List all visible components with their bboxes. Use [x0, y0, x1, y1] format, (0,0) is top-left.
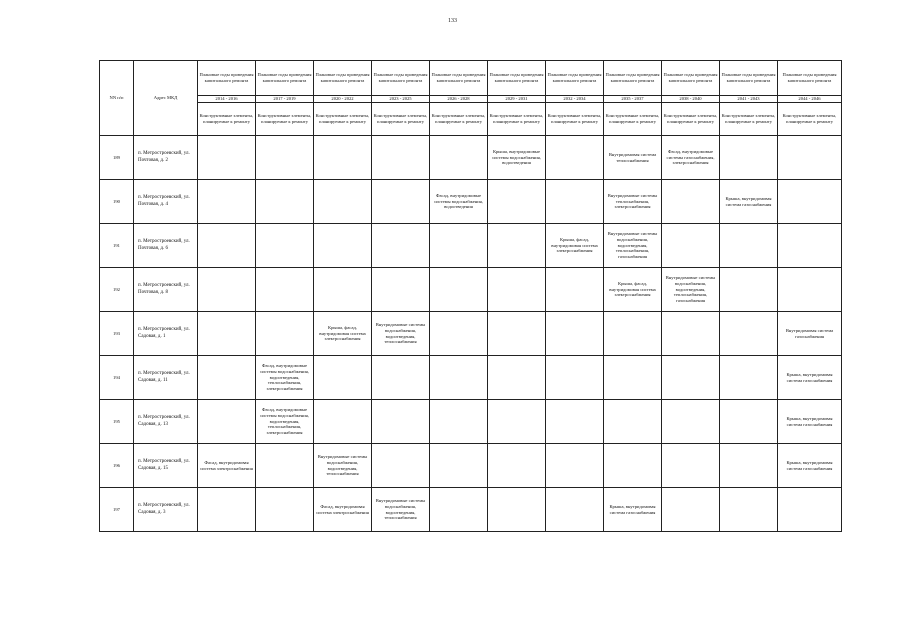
period-title: Плановые годы проведения капитального ремонта [256, 61, 314, 96]
period-title: Плановые годы проведения капитального ремонта [314, 61, 372, 96]
repair-elements-cell [430, 488, 488, 532]
repair-elements-cell [778, 136, 842, 180]
repair-elements-cell [430, 312, 488, 356]
repair-elements-cell [488, 356, 546, 400]
repair-elements-cell [546, 444, 604, 488]
period-title: Плановые годы проведения капитального ремонта [720, 61, 778, 96]
repair-elements-cell [314, 356, 372, 400]
repair-elements-cell [488, 180, 546, 224]
repair-schedule-table [99, 60, 842, 532]
period-years: 2032 - 2034 [546, 96, 604, 103]
repair-elements-cell [662, 400, 720, 444]
repair-elements-cell [488, 488, 546, 532]
table-row [100, 224, 842, 268]
repair-elements-cell [314, 400, 372, 444]
repair-elements-cell [198, 268, 256, 312]
period-years: 2014 - 2016 [198, 96, 256, 103]
repair-elements-cell [546, 268, 604, 312]
repair-elements-cell [488, 400, 546, 444]
table-row [100, 180, 842, 224]
period-years: 2044 - 2046 [778, 96, 842, 103]
repair-elements-cell [430, 136, 488, 180]
header-years-row [100, 96, 842, 103]
row-number: 191 [100, 224, 134, 268]
repair-elements-cell [314, 224, 372, 268]
period-years: 2035 - 2037 [604, 96, 662, 103]
table-row [100, 356, 842, 400]
repair-elements-cell [604, 400, 662, 444]
period-title: Плановые годы проведения капитального ремонта [198, 61, 256, 96]
repair-elements-cell [256, 312, 314, 356]
repair-elements-cell: Крыша, фасад, внутридомовая система электроснабжения [314, 312, 372, 356]
repair-elements-cell: Внутридомовая система газоснабжения [778, 312, 842, 356]
repair-elements-cell [662, 312, 720, 356]
repair-elements-cell [488, 444, 546, 488]
repair-elements-cell [662, 224, 720, 268]
row-number: 196 [100, 444, 134, 488]
repair-elements-cell [720, 224, 778, 268]
period-years: 2023 - 2025 [372, 96, 430, 103]
period-title: Плановые годы проведения капитального ремонта [604, 61, 662, 96]
elements-header: Конструктивные элементы, планируемые к ремонту [546, 103, 604, 136]
row-address: п. Метростроевский, ул. Садовая, д. 13 [134, 400, 198, 444]
repair-elements-cell [430, 400, 488, 444]
repair-elements-cell: Крыша, внутридомовые системы водоснабжения, водоотведения [488, 136, 546, 180]
period-years: 2017 - 2019 [256, 96, 314, 103]
row-number: 193 [100, 312, 134, 356]
period-title: Плановые годы проведения капитального ремонта [372, 61, 430, 96]
row-number: 195 [100, 400, 134, 444]
repair-elements-cell [198, 400, 256, 444]
table-row [100, 488, 842, 532]
row-number: 189 [100, 136, 134, 180]
repair-elements-cell [314, 180, 372, 224]
header-period-row [100, 61, 842, 96]
repair-elements-cell [430, 268, 488, 312]
repair-elements-cell [372, 356, 430, 400]
repair-elements-cell: Фасад, внутридомовые системы водоснабжения, водоотведения, теплоснабжения, электроснабжения [256, 400, 314, 444]
repair-elements-cell [488, 224, 546, 268]
repair-elements-cell: Фасад, внутридомовые системы водоснабжения, водоотведения [430, 180, 488, 224]
repair-elements-cell: Внутридомовые системы водоснабжения, водоотведения, теплоснабжения [372, 488, 430, 532]
repair-elements-cell [778, 268, 842, 312]
repair-elements-cell: Внутридомовые системы водоснабжения, водоотведения, теплоснабжения, газоснабжения [604, 224, 662, 268]
period-years: 2026 - 2028 [430, 96, 488, 103]
row-address: п. Метростроевский, ул. Почтовая, д. 8 [134, 268, 198, 312]
row-address: п. Метростроевский, ул. Садовая, д. 3 [134, 488, 198, 532]
repair-elements-cell [720, 488, 778, 532]
repair-elements-cell [662, 180, 720, 224]
header-elements-row [100, 103, 842, 136]
repair-elements-cell [314, 268, 372, 312]
repair-elements-cell [720, 356, 778, 400]
row-number: 192 [100, 268, 134, 312]
repair-elements-cell: Крыша, внутридомовая система газоснабжения [778, 444, 842, 488]
repair-elements-cell [372, 224, 430, 268]
row-address: п. Метростроевский, ул. Почтовая, д. 4 [134, 180, 198, 224]
repair-elements-cell: Внутридомовая система теплоснабжения [604, 136, 662, 180]
elements-header: Конструктивные элементы, планируемые к ремонту [430, 103, 488, 136]
repair-elements-cell [256, 268, 314, 312]
repair-elements-cell: Внутридомовые системы теплоснабжения, электроснабжения [604, 180, 662, 224]
repair-elements-cell: Фасад, внутридомовая система электроснабжения [314, 488, 372, 532]
repair-elements-cell: Фасад, внутридомовые системы водоснабжения, водоотведения, теплоснабжения, электроснабжения [256, 356, 314, 400]
repair-elements-cell [198, 356, 256, 400]
repair-elements-cell [546, 488, 604, 532]
repair-elements-cell [720, 268, 778, 312]
table-row [100, 136, 842, 180]
repair-elements-cell: Внутридомовые системы водоснабжения, водоотведения, теплоснабжения, газоснабжения [662, 268, 720, 312]
period-years: 2038 - 2040 [662, 96, 720, 103]
period-years: 2029 - 2031 [488, 96, 546, 103]
repair-elements-cell [256, 180, 314, 224]
row-number: 190 [100, 180, 134, 224]
repair-elements-cell [256, 136, 314, 180]
table-row [100, 312, 842, 356]
repair-elements-cell: Крыша, внутридомовая система газоснабжения [778, 356, 842, 400]
row-address: п. Метростроевский, ул. Садовая, д. 15 [134, 444, 198, 488]
repair-elements-cell [430, 444, 488, 488]
period-years: 2041 - 2043 [720, 96, 778, 103]
repair-elements-cell: Фасад, внутридомовая система электроснабжения [198, 444, 256, 488]
elements-header: Конструктивные элементы, планируемые к ремонту [662, 103, 720, 136]
repair-elements-cell [372, 136, 430, 180]
repair-elements-cell [488, 268, 546, 312]
row-address: п. Метростроевский, ул. Садовая, д. 11 [134, 356, 198, 400]
elements-header: Конструктивные элементы, планируемые к ремонту [198, 103, 256, 136]
num-header: NN п/п [100, 61, 134, 136]
repair-elements-cell [546, 400, 604, 444]
repair-elements-cell [720, 400, 778, 444]
repair-elements-cell [198, 312, 256, 356]
row-address: п. Метростроевский, ул. Почтовая, д. 2 [134, 136, 198, 180]
repair-elements-cell: Крыша, фасад, внутридомовая система электроснабжения [546, 224, 604, 268]
table-row [100, 444, 842, 488]
row-number: 197 [100, 488, 134, 532]
repair-elements-cell [720, 312, 778, 356]
elements-header: Конструктивные элементы, планируемые к ремонту [314, 103, 372, 136]
elements-header: Конструктивные элементы, планируемые к ремонту [720, 103, 778, 136]
period-title: Плановые годы проведения капитального ремонта [430, 61, 488, 96]
repair-elements-cell [662, 356, 720, 400]
repair-elements-cell: Внутридомовые системы водоснабжения, водоотведения, теплоснабжения [372, 312, 430, 356]
repair-elements-cell [198, 224, 256, 268]
period-title: Плановые годы проведения капитального ремонта [546, 61, 604, 96]
repair-elements-cell [372, 268, 430, 312]
elements-header: Конструктивные элементы, планируемые к ремонту [256, 103, 314, 136]
repair-elements-cell [256, 444, 314, 488]
repair-elements-cell [546, 180, 604, 224]
row-address: п. Метростроевский, ул. Садовая, д. 1 [134, 312, 198, 356]
repair-elements-cell [198, 180, 256, 224]
repair-elements-cell [720, 136, 778, 180]
repair-elements-cell: Крыша, внутридомовая система газоснабжения [720, 180, 778, 224]
repair-elements-cell [256, 488, 314, 532]
repair-elements-cell [256, 224, 314, 268]
page-number: 133 [448, 18, 457, 24]
repair-elements-cell: Крыша, внутридомовая система газоснабжения [778, 400, 842, 444]
repair-elements-cell [546, 312, 604, 356]
elements-header: Конструктивные элементы, планируемые к ремонту [372, 103, 430, 136]
row-address: п. Метростроевский, ул. Почтовая, д. 6 [134, 224, 198, 268]
repair-elements-cell [430, 224, 488, 268]
repair-elements-cell: Крыша, внутридомовая система газоснабжения [604, 488, 662, 532]
repair-elements-cell [198, 136, 256, 180]
repair-elements-cell [720, 444, 778, 488]
row-number: 194 [100, 356, 134, 400]
elements-header: Конструктивные элементы, планируемые к ремонту [604, 103, 662, 136]
repair-elements-cell [778, 224, 842, 268]
repair-elements-cell [662, 444, 720, 488]
repair-elements-cell [372, 444, 430, 488]
repair-elements-cell [546, 356, 604, 400]
repair-elements-cell [604, 312, 662, 356]
repair-elements-cell: Внутридомовые системы водоснабжения, водоотведения, теплоснабжения [314, 444, 372, 488]
repair-elements-cell [488, 312, 546, 356]
repair-elements-cell [604, 444, 662, 488]
period-years: 2020 - 2022 [314, 96, 372, 103]
repair-elements-cell: Фасад, внутридомовые системы газоснабжения, электроснабжения [662, 136, 720, 180]
repair-elements-cell [546, 136, 604, 180]
repair-elements-cell: Крыша, фасад, внутридомовая система электроснабжения [604, 268, 662, 312]
elements-header: Конструктивные элементы, планируемые к ремонту [778, 103, 842, 136]
repair-elements-cell [430, 356, 488, 400]
repair-elements-cell [662, 488, 720, 532]
repair-elements-cell [604, 356, 662, 400]
repair-elements-cell [198, 488, 256, 532]
table-row [100, 400, 842, 444]
repair-elements-cell [372, 400, 430, 444]
period-title: Плановые годы проведения капитального ремонта [778, 61, 842, 96]
table-row [100, 268, 842, 312]
period-title: Плановые годы проведения капитального ремонта [488, 61, 546, 96]
repair-elements-cell [372, 180, 430, 224]
period-title: Плановые годы проведения капитального ремонта [662, 61, 720, 96]
repair-elements-cell [314, 136, 372, 180]
repair-elements-cell [778, 488, 842, 532]
elements-header: Конструктивные элементы, планируемые к ремонту [488, 103, 546, 136]
address-header: Адрес МКД [134, 61, 198, 136]
repair-elements-cell [778, 180, 842, 224]
